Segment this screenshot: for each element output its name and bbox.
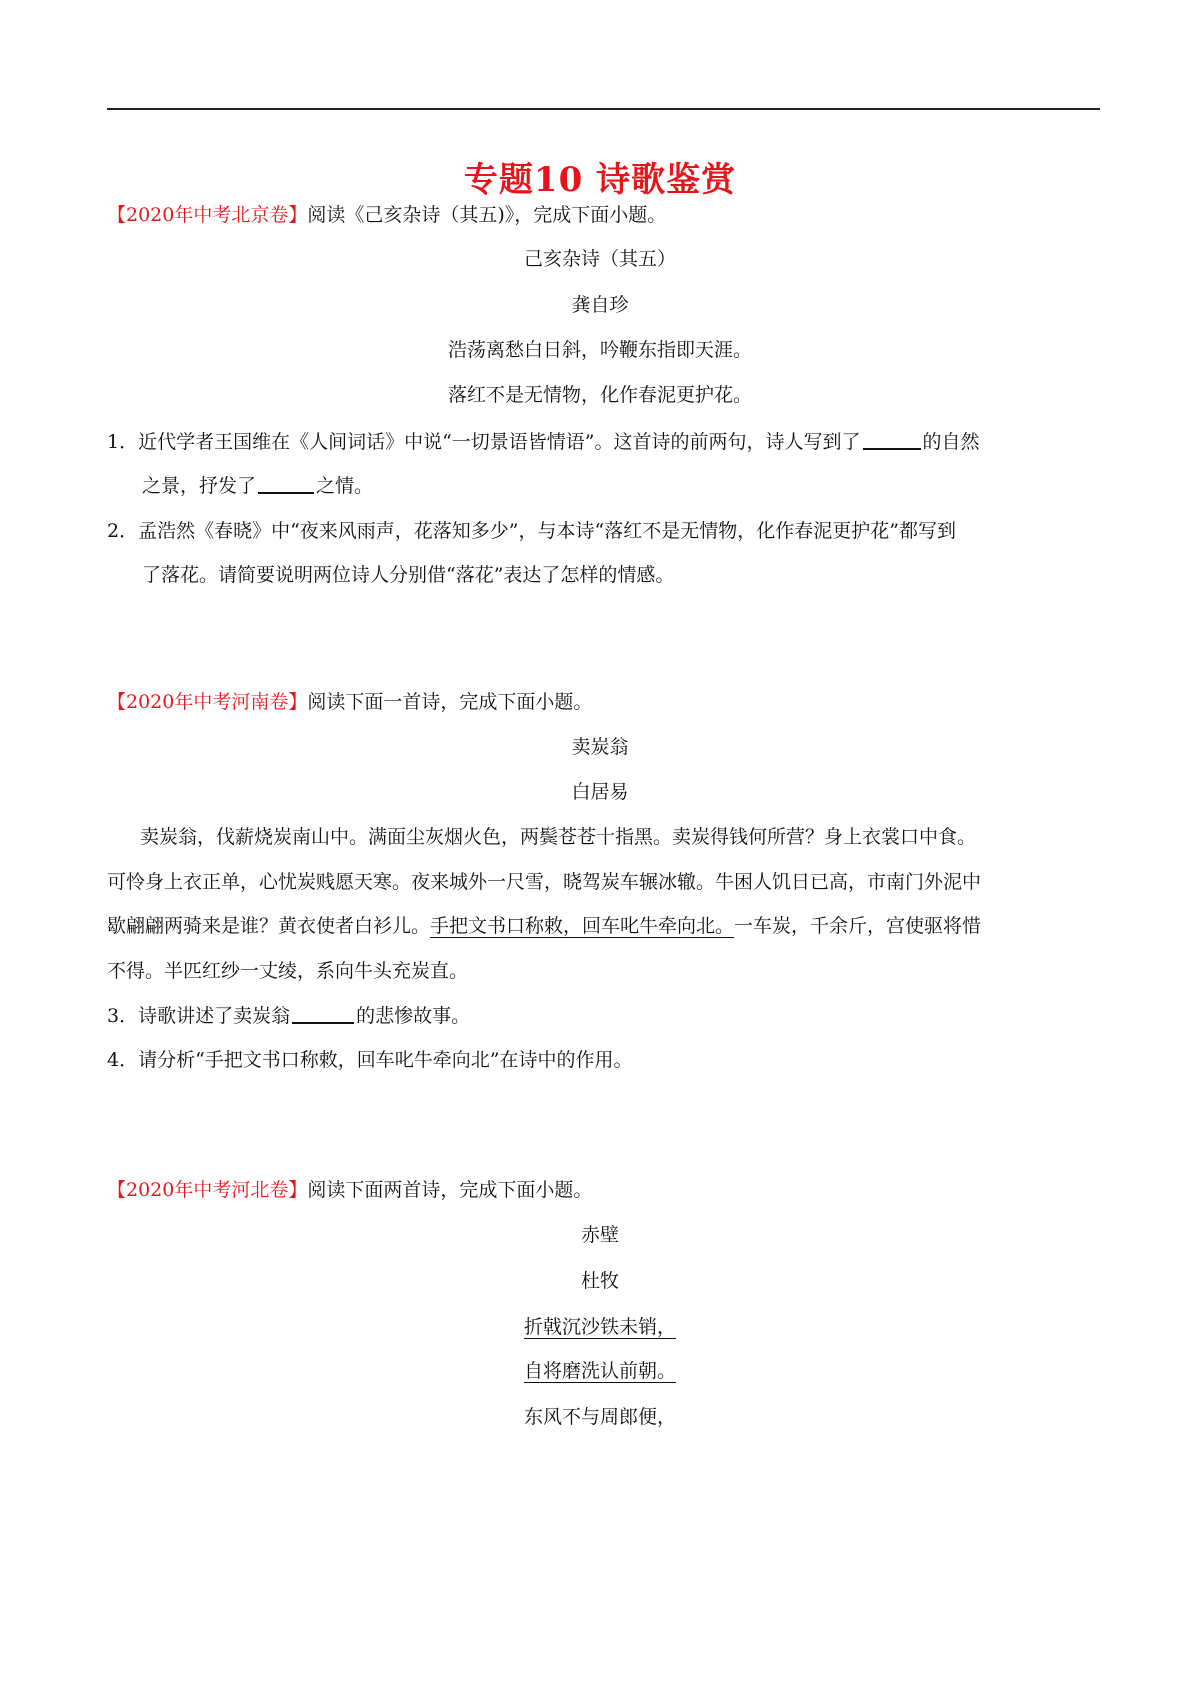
poem-line: 落红不是无情物，化作春泥更护花。 — [447, 384, 752, 406]
question-1 — [107, 428, 980, 455]
answer-blank[interactable] — [292, 1002, 354, 1024]
underlined-poem-line: 自将磨洗认前朝。 — [523, 1360, 676, 1382]
poem-line — [0, 1314, 1200, 1340]
poem-title: 赤壁 — [580, 1224, 619, 1246]
question-2: 2．孟浩然《春晓》中“夜来风雨声，花落知多少”，与本诗“落红不是无情物，化作春泥更护花”都写到 — [107, 520, 956, 542]
poem-line: 东风不与周郎便， — [523, 1406, 676, 1428]
underlined-poem-line: 折戟沉沙铁未销， — [523, 1316, 676, 1338]
answer-blank[interactable] — [863, 428, 921, 450]
poem-author: 杜牧 — [580, 1270, 619, 1292]
page-title: 专题10 诗歌鉴赏 — [463, 160, 737, 200]
question-3 — [107, 1002, 470, 1029]
poem-paragraph-line: 可怜身上衣正单，心忧炭贱愿天寒。夜来城外一尺雪，晓驾炭车辗冰辙。牛困人饥日已高，市南门外泥中 — [107, 871, 982, 893]
poem-author: 白居易 — [571, 781, 629, 803]
source-tag: 【2020年中考北京卷】 — [107, 204, 308, 226]
section-intro: 阅读《己亥杂诗（其五)》，完成下面小题。 — [307, 204, 667, 226]
underlined-poem-text: 手把文书口称敕，回车叱牛牵向北。 — [430, 915, 735, 937]
poem-paragraph-line: 不得。半匹红纱一丈绫，系向牛头充炭直。 — [107, 960, 469, 982]
poem-title: 己亥杂诗（其五） — [523, 248, 676, 270]
question-text: 之情。 — [316, 475, 374, 497]
poem-paragraph-line — [107, 913, 981, 939]
header-rule — [107, 108, 1100, 110]
section-hebei-heading — [107, 1177, 592, 1203]
poem-text: 歇翩翩两骑来是谁？黄衣使者白衫儿。 — [107, 915, 431, 937]
poem-author: 龚自珍 — [571, 294, 629, 316]
section-henan-heading — [107, 689, 592, 715]
answer-blank[interactable] — [258, 472, 314, 494]
section-intro: 阅读下面两首诗，完成下面小题。 — [307, 1179, 593, 1201]
poem-line: 浩荡离愁白日斜，吟鞭东指即天涯。 — [447, 339, 752, 361]
poem-text: 一车炭，千余斤，宫使驱将惜 — [734, 915, 982, 937]
question-text: 的自然 — [922, 431, 980, 453]
question-2-cont: 了落花。请简要说明两位诗人分别借“落花”表达了怎样的情感。 — [142, 564, 675, 586]
poem-title: 卖炭翁 — [571, 736, 629, 758]
section-intro: 阅读下面一首诗，完成下面小题。 — [307, 691, 593, 713]
question-text: 之景，抒发了 — [142, 475, 257, 497]
question-text: 的悲惨故事。 — [356, 1005, 471, 1027]
section-beijing-heading — [107, 202, 666, 228]
question-text: 1．近代学者王国维在《人间词话》中说“一切景语皆情语”。这首诗的前两句，诗人写到了 — [107, 431, 861, 453]
question-text: 3．诗歌讲述了卖炭翁 — [107, 1005, 291, 1027]
question-4: 4．请分析“手把文书口称敕，回车叱牛牵向北”在诗中的作用。 — [107, 1049, 633, 1071]
poem-paragraph-line: 卖炭翁，伐薪烧炭南山中。满面尘灰烟火色，两鬓苍苍十指黑。卖炭得钱何所营？身上衣裳口中食。 — [140, 826, 977, 848]
question-1-cont — [142, 472, 373, 499]
source-tag: 【2020年中考河北卷】 — [107, 1179, 308, 1201]
source-tag: 【2020年中考河南卷】 — [107, 691, 308, 713]
poem-line — [0, 1358, 1200, 1384]
